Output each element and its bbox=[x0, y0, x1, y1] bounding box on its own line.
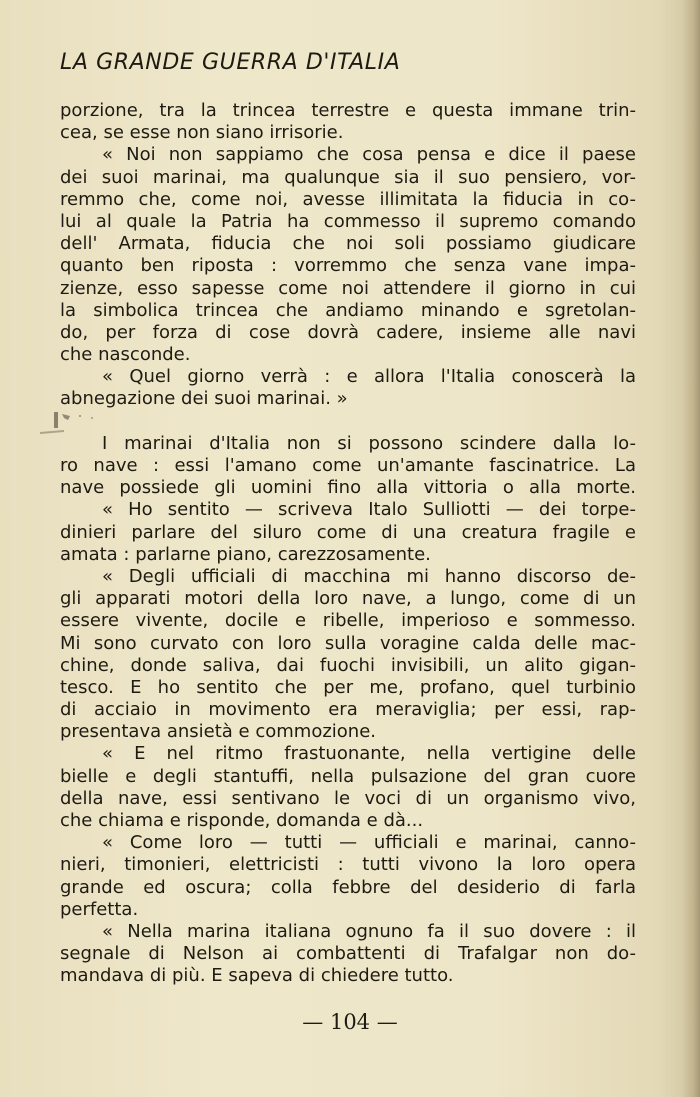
text-line: abnegazione dei suoi marinai. » bbox=[60, 388, 348, 410]
text-line: ro nave : essi l'amano come un'amante fascinatrice. La bbox=[60, 455, 636, 476]
text-line: dell' Armata, fiducia che noi soli possiamo giudicare bbox=[60, 233, 636, 255]
text-line: dinieri parlare del siluro come di una creatura fragile e bbox=[60, 521, 636, 543]
running-head: LA GRANDE GUERRA D'ITALIA bbox=[60, 50, 401, 75]
text-line: Mi sono curvato con loro sulla voragine calda delle mac- bbox=[60, 632, 636, 654]
text-line: « E nel ritmo frastuonante, nella vertigine delle bbox=[102, 743, 636, 765]
text-line: che nasconde. bbox=[60, 344, 191, 366]
ink-smudge-mark bbox=[34, 408, 104, 436]
text-line: « Come loro — tutti — ufficiali e marinai, canno- bbox=[102, 832, 636, 854]
text-line: « Nella marina italiana ognuno fa il suo dovere : il bbox=[102, 920, 636, 942]
text-line: « Noi non sappiamo che cosa pensa e dice il paese bbox=[102, 144, 636, 166]
text-line: cea, se esse non siano irrisorie. bbox=[60, 122, 344, 144]
page-number: — 104 — bbox=[302, 1010, 398, 1034]
text-line: mandava di più. E sapeva di chiedere tutto. bbox=[60, 965, 454, 987]
text-line: « Degli ufficiali di macchina mi hanno discorso de- bbox=[102, 565, 636, 587]
text-line: essere vivente, docile e ribelle, imperioso e sommesso. bbox=[60, 610, 636, 632]
text-line: chine, donde saliva, dai fuochi invisibili, un alito gigan- bbox=[60, 654, 636, 676]
text-line: grande ed oscura; colla febbre del desiderio di farla bbox=[60, 876, 636, 898]
text-line: che chiama e risponde, domanda e dà... bbox=[60, 810, 424, 831]
text-line: remmo che, come noi, avesse illimitata la fiducia in co- bbox=[60, 188, 636, 210]
text-line: la simbolica trincea che andiamo minando e sgretolan- bbox=[60, 299, 636, 321]
text-line: della nave, essi sentivano le voci di un organismo vivo, bbox=[60, 787, 636, 809]
text-line: di acciaio in movimento era meraviglia; per essi, rap- bbox=[60, 699, 636, 721]
section-break bbox=[60, 411, 636, 433]
text-line: segnale di Nelson ai combattenti di Trafalgar non do- bbox=[60, 943, 636, 965]
text-line: dei suoi marinai, ma qualunque sia il suo pensiero, vor- bbox=[60, 166, 636, 188]
body-text bbox=[60, 100, 636, 988]
text-line: bielle e degli stantuffi, nella pulsazione del gran cuore bbox=[60, 765, 636, 787]
text-line: do, per forza di cose dovrà cadere, insieme alle navi bbox=[60, 321, 636, 343]
text-line: « Quel giorno verrà : e allora l'Italia conoscerà la bbox=[102, 366, 636, 388]
text-line: I marinai d'Italia non si possono scindere dalla lo- bbox=[102, 432, 636, 454]
text-line: amata : parlarne piano, carezzosamente. bbox=[60, 543, 431, 565]
text-line: quanto ben riposta : vorremmo che senza vane impa- bbox=[60, 255, 636, 277]
text-line: nave possiede gli uomini fino alla vittoria o alla morte. bbox=[60, 477, 636, 499]
text-line: « Ho sentito — scriveva Italo Sulliotti — dei torpe- bbox=[102, 499, 636, 521]
text-line: lui al quale la Patria ha commesso il supremo comando bbox=[60, 210, 636, 232]
text-line: zienze, esso sapesse come noi attendere il giorno in cui bbox=[60, 277, 636, 299]
text-line: tesco. E ho sentito che per me, profano, quel turbinio bbox=[60, 676, 636, 698]
text-line: presentava ansietà e commozione. bbox=[60, 721, 377, 743]
text-line: perfetta. bbox=[60, 898, 139, 920]
spine-shadow bbox=[682, 0, 700, 1097]
text-line: nieri, timonieri, elettricisti : tutti vivono la loro opera bbox=[60, 854, 636, 876]
text-line: porzione, tra la trincea terrestre e questa immane trin- bbox=[60, 100, 636, 121]
text-line: gli apparati motori della loro nave, a lungo, come di un bbox=[60, 588, 636, 610]
